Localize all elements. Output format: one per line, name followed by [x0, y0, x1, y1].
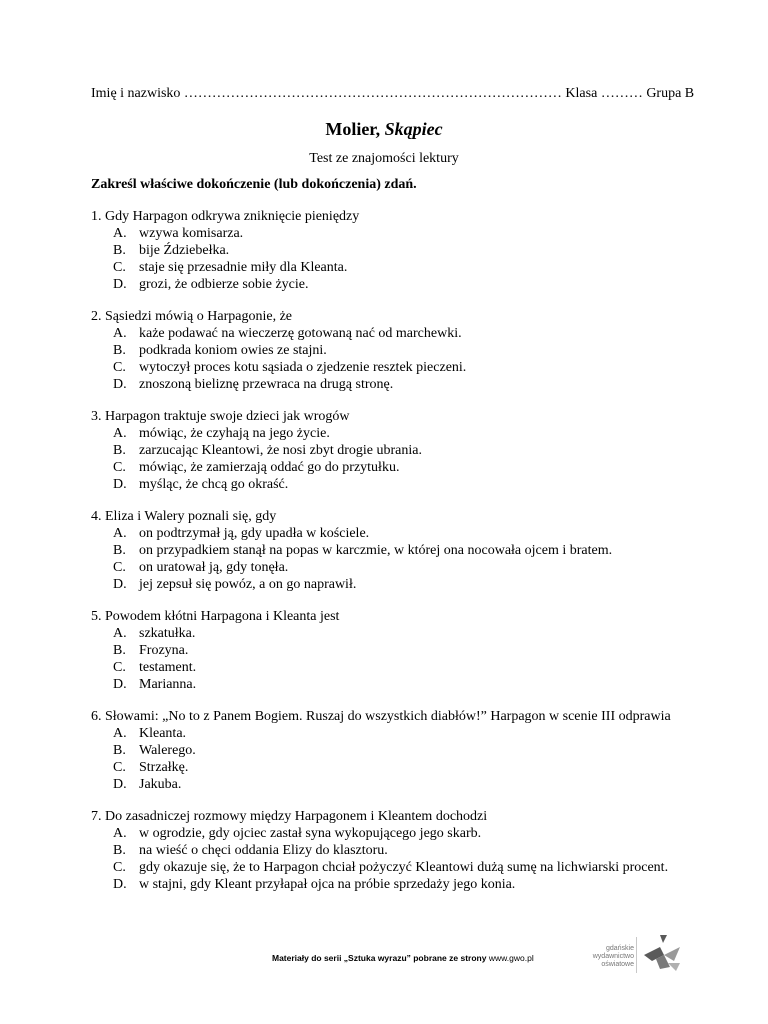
- option-letter: D.: [113, 577, 127, 592]
- option-letter: B.: [113, 843, 126, 858]
- option-text: w stajni, gdy Kleant przyłapał ojca na próbie sprzedaży jego konia.: [139, 877, 516, 892]
- page-subtitle: Test ze znajomości lektury: [309, 151, 459, 166]
- option-letter: A.: [113, 726, 127, 741]
- option-letter: C.: [113, 860, 126, 875]
- answer-option-d[interactable]: [91, 476, 681, 493]
- option-text: mówiąc, że czyhają na jego życie.: [139, 426, 330, 441]
- question-stem: 6. Słowami: „No to z Panem Bogiem. Ruszaj do wszystkich diabłów!” Harpagon w scenie III odprawia: [91, 709, 671, 724]
- question-stem: 4. Eliza i Walery poznali się, gdy: [91, 509, 277, 524]
- option-text: on przypadkiem stanął na popas w karczmie, w której ona nocowała ojcem i bratem.: [139, 543, 613, 558]
- answer-option-b[interactable]: [91, 542, 681, 559]
- option-letter: A.: [113, 226, 127, 241]
- option-text: Kleanta.: [139, 726, 187, 741]
- answer-option-a[interactable]: [91, 225, 681, 242]
- option-letter: D.: [113, 477, 127, 492]
- option-text: gdy okazuje się, że to Harpagon chciał pożyczyć Kleantowi dużą sumę na lichwiarski procent.: [139, 860, 669, 875]
- option-text: jej zepsuł się powóz, a on go naprawił.: [139, 577, 357, 592]
- question-list: [91, 208, 681, 908]
- option-text: na wieść o chęci oddania Elizy do klasztoru.: [139, 843, 388, 858]
- answer-option-b[interactable]: [91, 642, 681, 659]
- answer-option-b[interactable]: [91, 242, 681, 259]
- question-stem: 7. Do zasadniczej rozmowy między Harpagonem i Kleantem dochodzi: [91, 809, 488, 824]
- question-stem: 1. Gdy Harpagon odkrywa zniknięcie pieniędzy: [91, 209, 360, 224]
- footer-note: [272, 953, 534, 963]
- option-text: mówiąc, że zamierzają oddać go do przytułku.: [139, 460, 400, 475]
- option-letter: C.: [113, 260, 126, 275]
- answer-option-b[interactable]: [91, 442, 681, 459]
- publisher-name: [588, 945, 634, 969]
- option-letter: C.: [113, 560, 126, 575]
- answer-option-c[interactable]: [91, 259, 681, 276]
- answer-option-a[interactable]: [91, 325, 681, 342]
- option-text: Frozyna.: [139, 643, 189, 658]
- answer-option-a[interactable]: [91, 425, 681, 442]
- option-letter: C.: [113, 760, 126, 775]
- footer-url[interactable]: www.gwo.pl: [488, 953, 534, 963]
- answer-option-d[interactable]: [91, 376, 681, 393]
- option-letter: A.: [113, 426, 127, 441]
- answer-options: [91, 225, 681, 293]
- answer-option-d[interactable]: [91, 776, 681, 793]
- answer-option-a[interactable]: [91, 625, 681, 642]
- answer-options: [91, 525, 681, 593]
- option-letter: A.: [113, 326, 127, 341]
- question-7: [91, 808, 681, 893]
- answer-options: [91, 725, 681, 793]
- option-letter: D.: [113, 277, 127, 292]
- option-text: bije Ździebełka.: [139, 243, 230, 258]
- answer-option-c[interactable]: [91, 859, 681, 876]
- answer-option-a[interactable]: [91, 525, 681, 542]
- answer-options: [91, 625, 681, 693]
- answer-option-b[interactable]: [91, 842, 681, 859]
- question-3: [91, 408, 681, 493]
- option-letter: D.: [113, 777, 127, 792]
- option-letter: B.: [113, 743, 126, 758]
- answer-options: [91, 325, 681, 393]
- answer-options: [91, 425, 681, 493]
- option-text: wzywa komisarza.: [139, 226, 244, 241]
- option-text: Marianna.: [139, 677, 197, 692]
- answer-option-d[interactable]: [91, 576, 681, 593]
- option-letter: D.: [113, 677, 127, 692]
- option-letter: A.: [113, 826, 127, 841]
- answer-option-c[interactable]: [91, 359, 681, 376]
- option-letter: B.: [113, 243, 126, 258]
- question-4: [91, 508, 681, 593]
- instruction-text: Zakreśl właściwe dokończenie (lub dokończenia) zdań.: [91, 177, 417, 192]
- option-text: on uratował ją, gdy tonęła.: [139, 560, 289, 575]
- option-text: szkatułka.: [139, 626, 196, 641]
- answer-option-c[interactable]: [91, 559, 681, 576]
- option-letter: D.: [113, 377, 127, 392]
- answer-option-d[interactable]: [91, 676, 681, 693]
- answer-option-c[interactable]: [91, 759, 681, 776]
- publisher-line: oświatowe: [601, 961, 634, 968]
- group-label: Grupa B: [646, 86, 695, 101]
- option-text: każe podawać na wieczerzę gotowaną nać od marchewki.: [139, 326, 462, 341]
- option-text: Strzałkę.: [139, 760, 189, 775]
- answer-option-b[interactable]: [91, 342, 681, 359]
- option-text: grozi, że odbierze sobie życie.: [139, 277, 309, 292]
- answer-option-d[interactable]: [91, 876, 681, 893]
- answer-option-b[interactable]: [91, 742, 681, 759]
- answer-option-d[interactable]: [91, 276, 681, 293]
- title-book: Skąpiec: [384, 119, 443, 139]
- option-letter: A.: [113, 526, 127, 541]
- question-stem: 2. Sąsiedzi mówią o Harpagonie, że: [91, 309, 292, 324]
- name-dots: ………………………………………………………………………: [183, 86, 562, 101]
- class-dots: ………: [600, 86, 643, 101]
- option-letter: C.: [113, 460, 126, 475]
- option-letter: B.: [113, 343, 126, 358]
- option-text: znoszoną bieliznę przewraca na drugą stronę.: [139, 377, 394, 392]
- answer-options: [91, 825, 681, 893]
- class-label: Klasa: [565, 86, 598, 101]
- answer-option-c[interactable]: [91, 659, 681, 676]
- title-author: Molier,: [325, 119, 381, 139]
- publisher-line: wydawnictwo: [592, 953, 634, 960]
- option-text: myśląc, że chcą go okraść.: [139, 477, 289, 492]
- option-text: testament.: [139, 660, 197, 675]
- question-stem: 5. Powodem kłótni Harpagona i Kleanta jest: [91, 609, 340, 624]
- option-text: Walerego.: [139, 743, 196, 758]
- page-footer: [0, 945, 768, 991]
- option-letter: B.: [113, 443, 126, 458]
- option-letter: B.: [113, 543, 126, 558]
- option-text: w ogrodzie, gdy ojciec zastał syna wykopującego jego skarb.: [139, 826, 482, 841]
- student-info-line: [91, 86, 694, 102]
- question-1: [91, 208, 681, 293]
- name-label: Imię i nazwisko: [91, 86, 181, 101]
- gwo-logo-icon: [640, 933, 684, 973]
- option-text: on podtrzymał ją, gdy upadła w kościele.: [139, 526, 370, 541]
- option-letter: A.: [113, 626, 127, 641]
- question-6: [91, 708, 681, 793]
- option-text: staje się przesadnie miły dla Kleanta.: [139, 260, 348, 275]
- option-letter: C.: [113, 360, 126, 375]
- option-letter: D.: [113, 877, 127, 892]
- footer-text: Materiały do serii „Sztuka wyrazu” pobrane ze strony: [272, 953, 487, 963]
- answer-option-a[interactable]: [91, 825, 681, 842]
- option-text: wytoczył proces kotu sąsiada o zjedzenie resztek pieczeni.: [139, 360, 467, 375]
- question-5: [91, 608, 681, 693]
- option-text: zarzucając Kleantowi, że nosi zbyt drogie ubrania.: [139, 443, 422, 458]
- answer-option-a[interactable]: [91, 725, 681, 742]
- page-title: [0, 118, 768, 140]
- option-text: Jakuba.: [139, 777, 182, 792]
- option-letter: B.: [113, 643, 126, 658]
- option-letter: C.: [113, 660, 126, 675]
- publisher-line: gdańskie: [605, 945, 634, 952]
- question-2: [91, 308, 681, 393]
- option-text: podkrada koniom owies ze stajni.: [139, 343, 327, 358]
- publisher-divider: [636, 937, 637, 973]
- question-stem: 3. Harpagon traktuje swoje dzieci jak wrogów: [91, 409, 350, 424]
- answer-option-c[interactable]: [91, 459, 681, 476]
